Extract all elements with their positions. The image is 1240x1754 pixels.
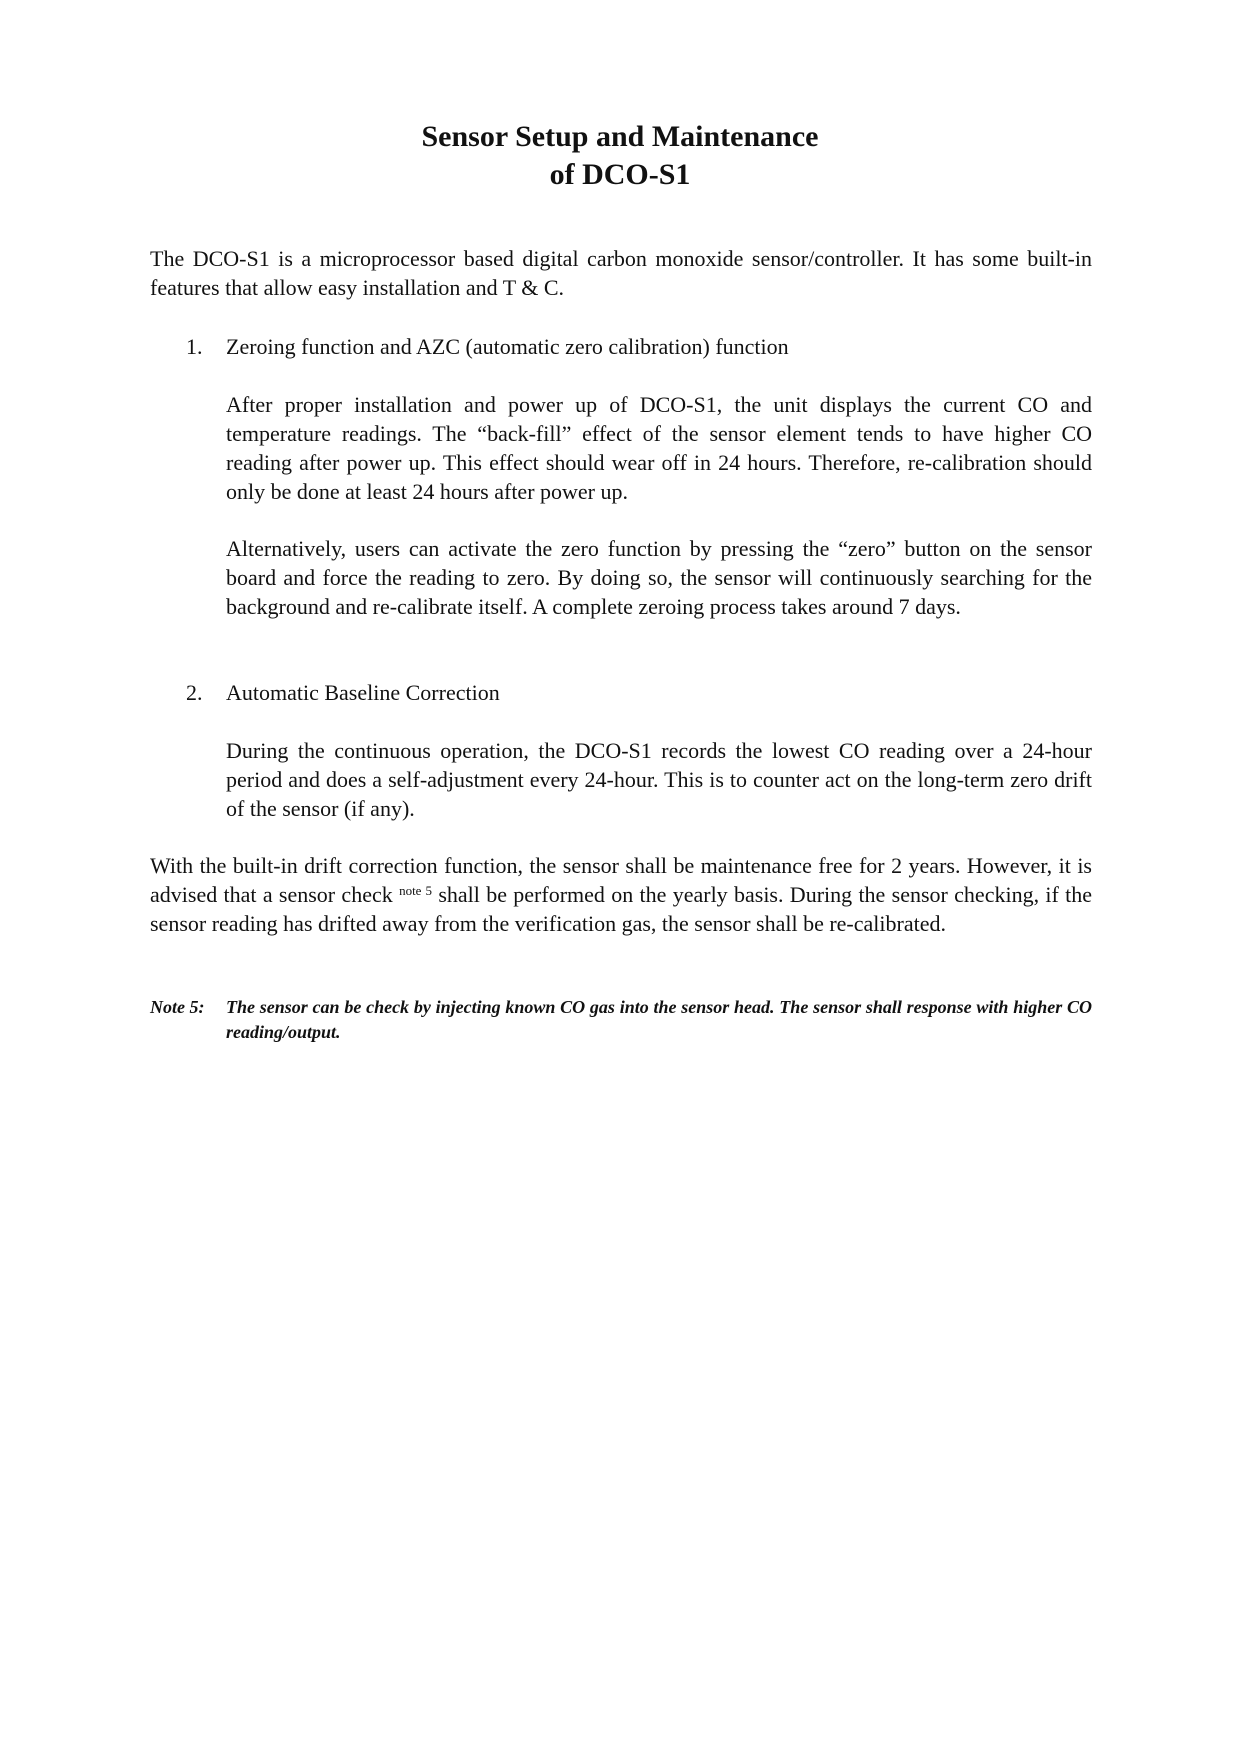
list-number: 1. — [186, 334, 203, 359]
note-reference: note 5 — [399, 883, 433, 898]
list-number: 2. — [186, 680, 203, 705]
list-item-1-paragraph-1: After proper installation and power up of DCO-S1, the unit displays the current CO and temperature readings. The “back-fill” effect of the sensor element tends to have higher CO reading after power up. This effect should wear off in 24 hours. Therefore, re-calibration should only be done at least 24 hours after power up. — [226, 392, 1092, 504]
footnote-text: The sensor can be check by injecting known CO gas into the sensor head. The sensor shall response with higher CO reading/output. — [226, 997, 1092, 1042]
document-title — [0, 118, 1240, 194]
list-heading-text: Zeroing function and AZC (automatic zero calibration) function — [226, 334, 789, 359]
list-heading-text: Automatic Baseline Correction — [226, 680, 500, 705]
closing-text-start: With the built-in drift correction function, the sensor shall be maintenance free for 2 years. However, it is advised that a sensor check — [150, 853, 1092, 907]
footnote-label: Note 5: — [150, 997, 205, 1017]
closing-text-end: shall be performed on the yearly basis. During the sensor checking, if the sensor reading has drifted away from the verification gas, the sensor shall be re-calibrated. — [150, 882, 1093, 936]
intro-paragraph: The DCO-S1 is a microprocessor based digital carbon monoxide sensor/controller. It has some built-in features that allow easy installation and T & C. — [150, 246, 1092, 300]
list-item-2-paragraph-1: During the continuous operation, the DCO-S1 records the lowest CO reading over a 24-hour period and does a self-adjustment every 24-hour. This is to counter act on the long-term zero drift of the sensor (if any). — [226, 738, 1092, 821]
title-line-1: Sensor Setup and Maintenance — [421, 120, 819, 153]
list-item-1-paragraph-2: Alternatively, users can activate the zero function by pressing the “zero” button on the sensor board and force the reading to zero. By doing so, the sensor will continuously searching for the background and re-calibrate itself. A complete zeroing process takes around 7 days. — [226, 536, 1092, 619]
title-line-2: of DCO-S1 — [549, 158, 691, 191]
closing-paragraph — [150, 851, 1092, 938]
